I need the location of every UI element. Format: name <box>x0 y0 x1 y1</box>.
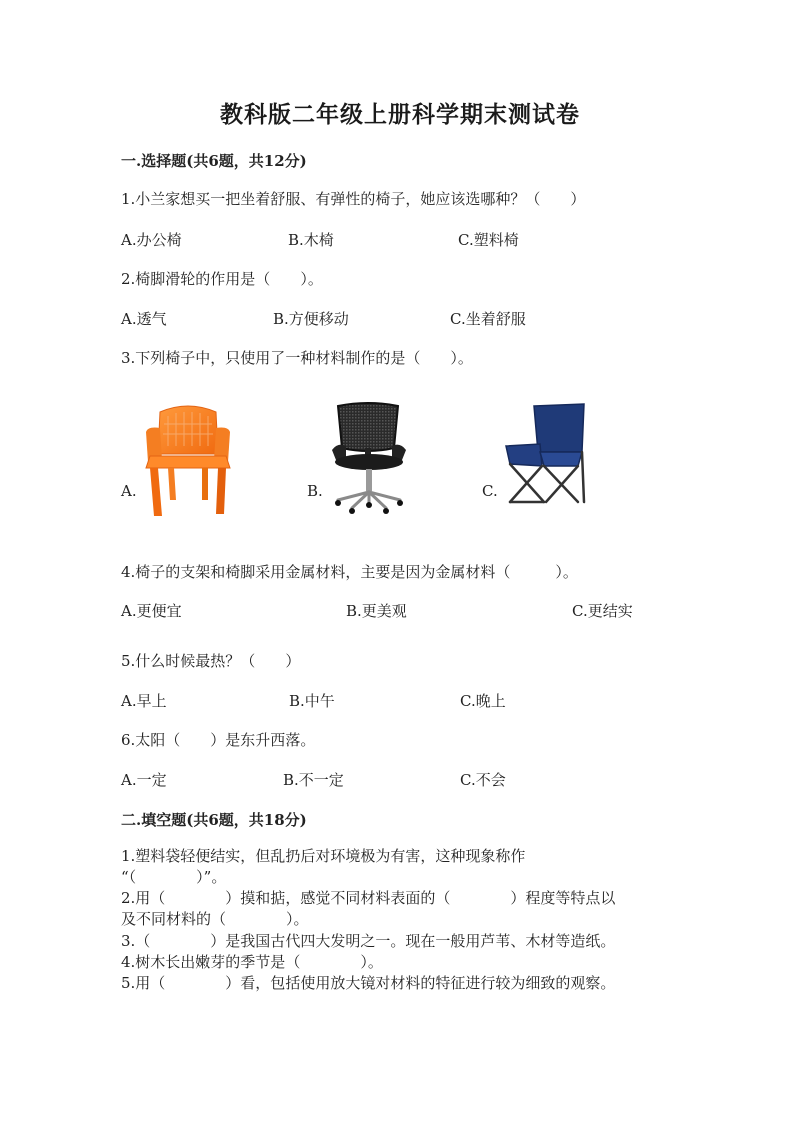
fill-line-7: 5.用（ ）看，包括使用放大镜对材料的特征进行较为细致的观察。 <box>121 974 616 992</box>
q6-option-b: B.不一定 <box>283 771 344 789</box>
office-chair-image <box>328 402 410 516</box>
fill-line-6: 4.树木长出嫩芽的季节是（ ）。 <box>121 953 383 971</box>
question-6: 6.太阳（ ）是东升西落。 <box>121 731 316 749</box>
section2-heading: 二.填空题(共6题，共18分) <box>121 811 307 829</box>
q3-option-c: C. <box>482 482 498 500</box>
question-1: 1.小兰家想买一把坐着舒服、有弹性的椅子，她应该选哪种？（ ） <box>121 190 586 208</box>
section1-heading: 一.选择题(共6题，共12分) <box>121 152 307 170</box>
fill-line-1: 1.塑料袋轻便结实，但乱扔后对环境极为有害，这种现象称作 <box>121 847 526 865</box>
q5-option-b: B.中午 <box>289 692 335 710</box>
q1-option-b: B.木椅 <box>288 231 334 249</box>
q2-option-c: C.坐着舒服 <box>450 310 526 328</box>
q2-option-b: B.方便移动 <box>273 310 349 328</box>
q4-option-b: B.更美观 <box>346 602 407 620</box>
question-2: 2.椅脚滑轮的作用是（ ）。 <box>121 270 323 288</box>
q6-option-a: A.一定 <box>121 771 167 789</box>
q1-option-a: A.办公椅 <box>121 231 182 249</box>
plastic-chair-image <box>138 402 238 518</box>
q5-option-a: A.早上 <box>121 692 167 710</box>
folding-chair-image <box>500 402 588 506</box>
fill-line-3: 2.用（ ）摸和掂，感觉不同材料表面的（ ）程度等特点以 <box>121 889 616 907</box>
page-title: 教科版二年级上册科学期末测试卷 <box>220 101 580 128</box>
q3-option-b: B. <box>307 482 323 500</box>
q1-option-c: C.塑料椅 <box>458 231 519 249</box>
q5-option-c: C.晚上 <box>460 692 506 710</box>
question-4: 4.椅子的支架和椅脚采用金属材料，主要是因为金属材料（ ）。 <box>121 563 578 581</box>
fill-line-5: 3.（ ）是我国古代四大发明之一。现在一般用芦苇、木材等造纸。 <box>121 932 616 950</box>
question-3: 3.下列椅子中，只使用了一种材料制作的是（ ）。 <box>121 349 473 367</box>
question-5: 5.什么时候最热？（ ） <box>121 652 301 670</box>
q4-option-c: C.更结实 <box>572 602 633 620</box>
q6-option-c: C.不会 <box>460 771 506 789</box>
q2-option-a: A.透气 <box>121 310 167 328</box>
fill-line-2: “（ ）”。 <box>121 868 227 886</box>
q4-option-a: A.更便宜 <box>121 602 182 620</box>
fill-line-4: 及不同材料的（ ）。 <box>121 910 309 928</box>
q3-option-a: A. <box>121 482 137 500</box>
